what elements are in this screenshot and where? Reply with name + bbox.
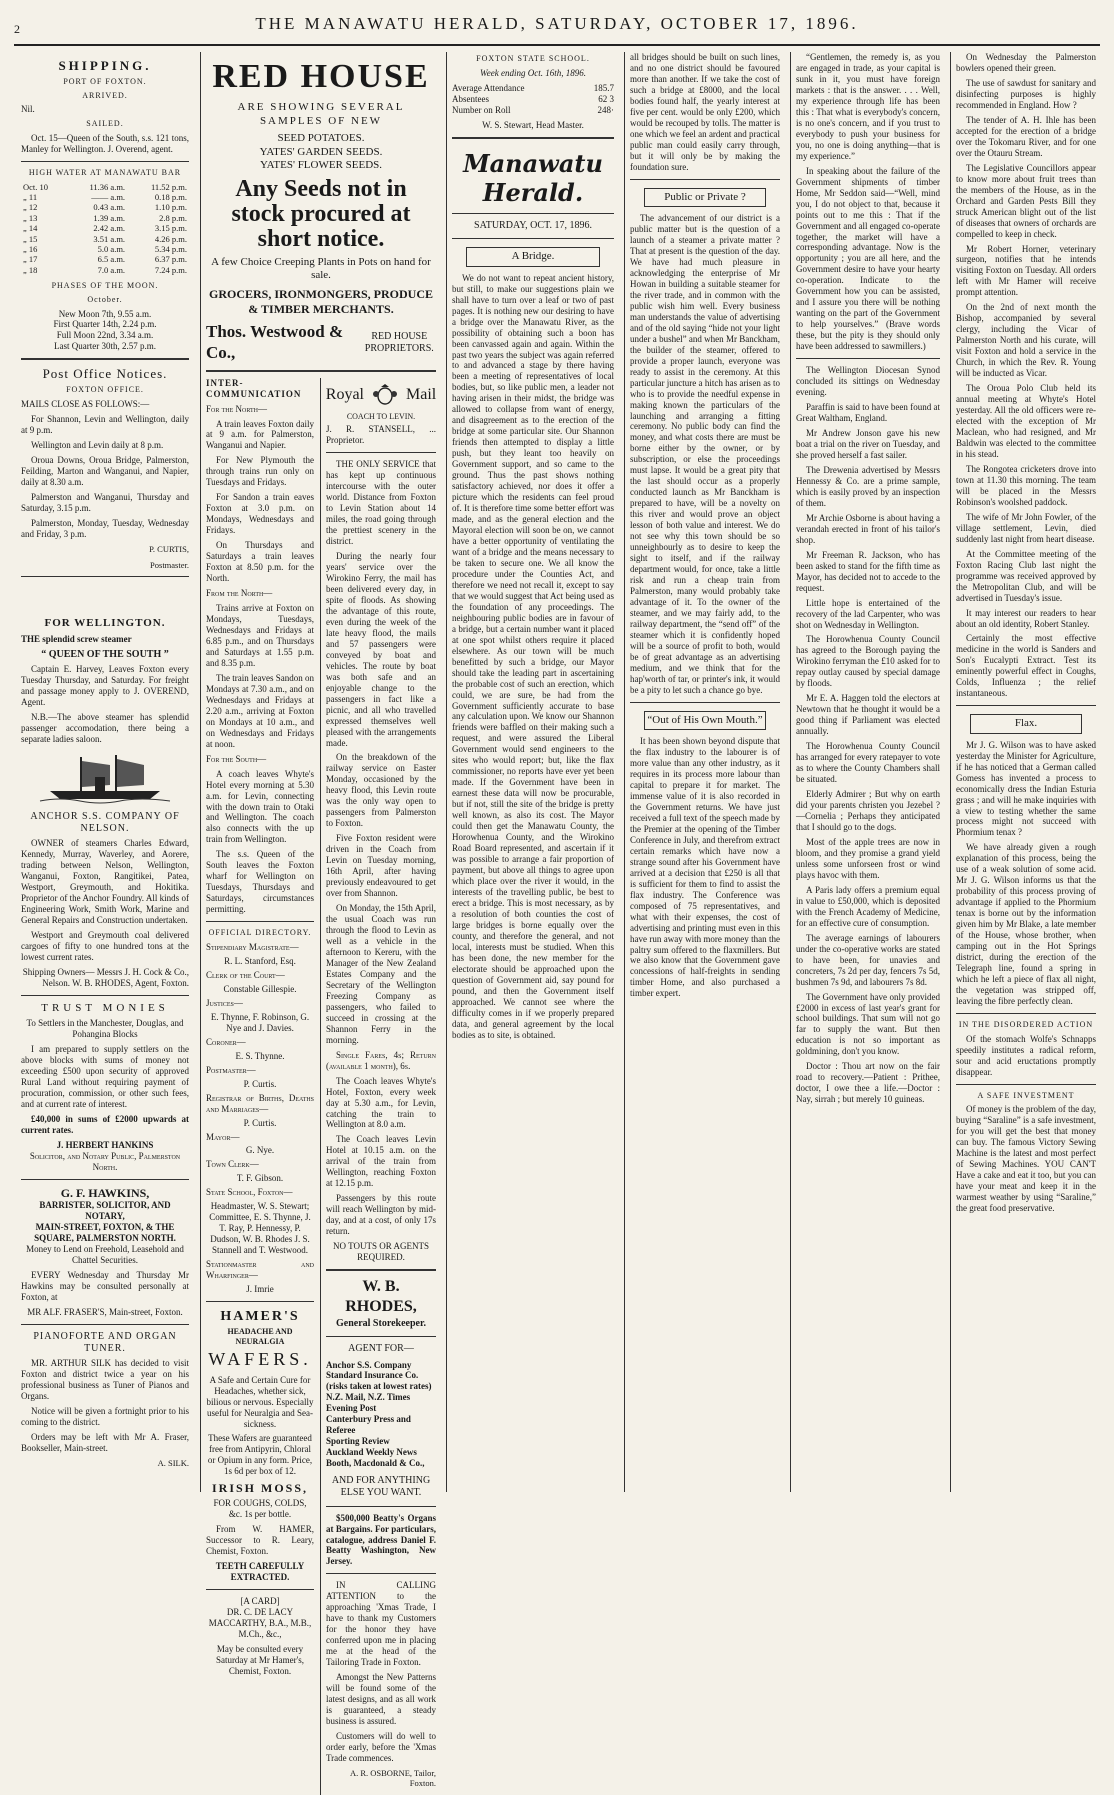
tide-row [21,254,189,264]
agencies [326,1360,436,1470]
official-role: Justices— [206,997,243,1008]
official-name: G. Nye. [245,1145,275,1156]
column-6 [950,52,1101,1492]
hawkins-title: BARRISTER, SOLICITOR, AND NOTARY, [39,1200,171,1222]
news-item: The Government have only provided £2000 in excess of last year's grant for school buildings. That sum will not go far to supply the want. But then education is not so important as goldmining, don't you know. [796,991,940,1057]
anchor-heading: ANCHOR S.S. COMPANY OF NELSON. [30,810,180,834]
private-heading: Public or Private ? [644,188,766,207]
tide-row [21,223,189,233]
irish-text: FOR COUGHS, COLDS, &c. 1s per bottle. [213,1497,307,1519]
official-name: P. Curtis. [243,1117,277,1128]
official-role: Coroner— [206,1036,246,1047]
osborne-signature: A. R. OSBORNE, Tailor, Foxton. [349,1767,436,1789]
mouth-article: It has been shown beyond dispute that the flax industry to the labourer is of more value than any other industry, as it requires in its process more labour than capital to prepare it for market. The immense value of it is also recorded in the Government returns. We have just received a full text of the speech made by the Premier at the opening of the Timber Conference in July, and therefrom extract certain remarks which have now a strange sound after his Government have arrived at a decision that £250 is all that is sufficient for them to find to assist the flax industry. The Conference was composed of 75 representatives, and what with their expenses, the cost of advertising and printing must even in this have run away with more money than the paltry sum offered to the flaxmillers. But we also know that the Government gave concessions of half-freights in sending timber Home, and also purchased a timber expert. [630,736,780,999]
red-house-lead: ARE SHOWING SEVERAL SAMPLES OF NEW [237,101,405,127]
news-item: Certainly the most effective medicine in the world is Sanders and Son's Eucalypti Extract. Test its eminently powerful effect in Coughs, Colds, Influenza ; the relief instantaneous. [956,633,1096,699]
news-item: On the 2nd of next month the Bishop, accompanied by several clergy, including the Vicar of Palmerston North and his curate, will visit Foxton and hold a service in the Church, in which the Rev. R. Young will be inducted as Vicar. [956,302,1096,379]
agency: Auckland Weekly News [326,1447,417,1458]
flax-heading: Flax. [970,714,1082,733]
news-item: The Wellington Diocesan Synod concluded its sittings on Wednesday evening. [796,365,940,398]
sailed-label: SAILED. [86,119,124,129]
mouth-heading: “Out of His Own Mouth.” [644,711,766,730]
tide-cell: 3.51 a.m. [93,233,126,244]
north-text: On Thursdays and Saturdays a train leaves Foxton at 8.50 p.m. for the North. [206,540,314,584]
news-item: The Horowhenua County Council has arranged for every ratepayer to vote as to where the County Chambers shall be situated. [796,741,940,785]
xmas-text: Customers will do well to order early, before the 'Xmas Trade commences. [326,1731,436,1763]
trust-text: £40,000 in sums of £2000 upwards at current rates. [21,1113,189,1135]
creeping-plants: A few Choice Creeping Plants in Pots on hand for sale. [211,256,431,282]
news-item: The Drewenia advertised by Messrs Hennessy & Co. are a prime sample, which is easily proved by an inspection of them. [796,464,940,508]
wellington-heading: FOR WELLINGTON. [44,617,166,630]
north-text: For Sandon a train eaves Foxton at 3.0 p.m. on Mondays, Wednesdays and Fridays. [206,492,314,536]
royal-label: Royal [325,385,364,403]
tide-cell: 2.8 p.m. [159,212,187,223]
agency: Anchor S.S. Company [326,1359,412,1370]
news-item: The average earnings of labourers under the co-operative works are stated to have been, for unavies and concreters, 7s 2d per day, fencers 7s 5d, bushmen 7s 9d, and labourers 7s 8d. [796,932,940,987]
piano-text: Orders may be left with Mr A. Fraser, Bookseller, Main-street. [21,1432,189,1454]
rhodes-title: W. B. RHODES, [345,1278,417,1315]
mail-label: Mail [406,385,437,403]
anchor-text: Westport and Greymouth coal delivered cargoes of fifty to one hundred tons at the lowest current rates. [21,929,189,962]
post-text: For Shannon, Levin and Wellington, daily at 9 p.m. [21,413,189,435]
news-item: Mr Archie Osborne is about having a verandah erected in front of his tailor's shop. [796,512,940,545]
steamer-line: THE splendid screw steamer [21,633,132,644]
arrived-text: Nil. [21,104,35,115]
hawkins-address: MAIN-STREET, FOXTON, & THE SQUARE, PALMERSTON NORTH. [34,1222,176,1244]
steamer-name: “ QUEEN OF THE SOUTH ” [41,648,169,660]
hawkins-text: MR ALF. FRASER'S, Main-street, Foxton. [27,1307,183,1318]
post-office-sub: FOXTON OFFICE. [66,385,144,395]
steamer-nb: N.B.—The above steamer has splendid passenger accomodation, there being a separate ladies saloon. [21,711,189,744]
coach-text: The Coach leaves Levin Hotel at 10.15 a.m. on the arrival of the train from Wellington, reaching Foxton at 12.15 p.m. [326,1134,436,1189]
agent-for: AGENT FOR— [348,1343,414,1355]
moon-phase: Full Moon 22nd, 3.34 a.m. [56,330,154,341]
south-text: A coach leaves Whyte's Hotel every morning at 5.30 a.m. for Levin, connecting with the down train to Otaki and Wellington. The coach also connects with the up train from Wellington. [206,768,314,845]
agency: Sporting Review [326,1436,390,1447]
tide-cell: 1.39 a.m. [93,212,126,223]
school-signature: W. S. Stewart, Head Master. [482,119,584,130]
north-text: For New Plymouth the through trains run only on Tuesdays and Fridays. [206,455,314,488]
school-row [452,94,614,105]
agency: Evening Post [326,1403,377,1414]
news-item: The Rongotea cricketers drove into town at 11.30 this morning. The team will be placed in the Messrs Robinson's woolshed paddock. [956,463,1096,507]
piano-signature: A. SILK. [157,1458,189,1469]
tide-row [21,182,189,192]
herald-date: SATURDAY, OCT. 17, 1896. [474,220,592,232]
official-heading: OFFICIAL DIRECTORY. [208,928,312,938]
post-office-heading: Post Office Notices. [42,366,168,382]
south-text: The s.s. Queen of the South leaves the Foxton wharf for Wellington on Tuesdays, Thursdays and Saturdays, circumstances permitting. [206,849,314,915]
coach-text: Five Foxton resident were driven in the Coach from Levin on Tuesday morning, 16th April, after having previously endeavoured to get over from Shannon. [326,833,436,899]
bridge-heading: A Bridge. [466,247,600,266]
safe-heading: A SAFE INVESTMENT [977,1090,1075,1100]
south-heading: For the South— [206,753,267,764]
official-role: Town Clerk— [206,1159,259,1170]
news-items [796,365,940,1105]
no-touts: NO TOUTS OR AGENTS REQUIRED. [333,1241,429,1263]
disorder-text: Of the stomach Wolfe's Schnapps speedily institutes a radical reform, sour and acid eructations promptly disappear. [956,1033,1096,1077]
hamer-sub: HEADACHE AND NEURALGIA [227,1327,293,1346]
grocers-line: GROCERS, IRONMONGERS, PRODUCE & TIMBER MERCHANTS. [208,286,433,316]
official-role: Postmaster— [206,1064,256,1075]
tide-cell: 11.52 p.m. [150,181,187,192]
news-item: The Horowhenua County Council has agreed to the Borough paying the Wirokino ferryman the £10 asked for to repay outlay caused by special damage by floods. [796,634,940,689]
school-stats [452,83,614,116]
official-name: Constable Gillespie. [223,983,297,994]
official-role: Registrar of Births, Deaths and Marriages— [206,1092,314,1114]
news-item: The wife of Mr John Fowler, of the village settlement, Levin, died suddenly last night from heart disease. [956,511,1096,544]
hankins-name: J. HERBERT HANKINS [56,1139,154,1150]
from-north-text: The train leaves Sandon on Mondays at 7.30 a.m., and on Wednesdays and Fridays at 2.20 a.m., arriving at Foxton on Mondays at 10 a.m., and on Wednesdays and Fridays at noon. [206,672,314,749]
ship-illustration [40,751,170,805]
news-item: At the Committee meeting of the Foxton Racing Club last night the programme was received approved by the Metropolitan Club, and will be advertised in Tuesday's issue. [956,548,1096,603]
news-item: Mr Freeman R. Jackson, who has been asked to stand for the fifth time as Mayor, has decided not to accede to the request. [796,549,940,593]
official-directory [206,942,314,1295]
anchor-text: OWNER of steamers Charles Edward, Kennedy, Murray, Waverley, and Aorere, trading between Nelson, Wellington, Wanganui, Foxton, Rangitikei, Patea, Westport, Greymouth, and Hokitika. Proprietor of the Anchor Foundry. All kinds of Engineering Work, Smith Work, Marine and General Repairs and Construction undertaken. [21,838,189,925]
flax-article: Mr J. G. Wilson was to have asked yesterday the Minister for Agriculture, if he has noticed that a German called Gomess has invented a process to economically dress the Indian Esturia grass ; and will he make inquiries with a view to testing whether the same process might not succeed with Phormium tenax ? [956,739,1096,838]
masthead-title: THE MANAWATU HERALD, SATURDAY, OCTOBER 17, 1896. [255,14,859,33]
tide-cell: „ 12 [23,202,38,213]
mouth-quote: “Gentlemen, the remedy is, as you are engaged in trade, as your capital is sunk in it, you must have foreign markets : that is the answer. . . . Well, my experience through life has been this : That what is everybody's concern, is no one's concern, and if you trust to everybody to push your business for you, no one is doing anything—that is my experience.” [796,52,940,161]
any-seeds: Any Seeds not in stock procured at short notice. [231,175,411,252]
tide-cell: 2.42 a.m. [93,223,126,234]
agency: Standard Insurance Co. (risks taken at lowest rates) [326,1370,432,1392]
hawkins-name: G. F. HAWKINS, [60,1185,150,1200]
news-items [956,52,1096,699]
coach-column [320,378,436,1795]
tide-cell: „ 15 [23,233,38,244]
tide-row [21,244,189,254]
organs-ad: $500,000 Beatty's Organs at Bargains. For particulars, catalogue, address Daniel F. Beatty Washington, New Jersey. [326,1512,436,1567]
tide-cell: 6.5 a.m. [97,254,126,265]
moon-phases [21,309,189,353]
official-role: State School, Foxton— [206,1187,293,1198]
tide-row [21,202,189,212]
from-north-text: Trains arrive at Foxton on Mondays, Tuesdays, Wednesdays and Fridays at 6.85 p.m., and on Thursdays and Saturdays at 1.55 p.m. and 8.35 p.m. [206,603,314,668]
north-text: A train leaves Foxton daily at 9 a.m. for Palmerston, Wanganui and Napier. [206,418,314,451]
agency: N.Z. Mail, N.Z. Times [326,1392,411,1403]
trust-sub: To Settlers in the Manchester, Douglas, and Pohangina Blocks [26,1018,184,1040]
westwood-line [206,322,436,363]
agency: Canterbury Press and Referee [326,1414,411,1436]
mouth-quote: In speaking about the failure of the Government shipments of timber Home, Mr Seddon said—“Well, mind you, I do not object to that, because it points out to me this : That if the Government and all engaged co-operate together, the market will have a corresponding advantage. Now is the opportunity ; you are all here, and the Government desire to have your hearty co-operation. Indicate to the Government how you can be assisted, and I assure you there will be nothing wanting on the part of the Government to help yourselves.” (Brave words these, but the pity is they should only have been addressed to sawmillers.) [796,165,940,352]
official-name: R. L. Stanford, Esq. [224,955,296,966]
seed-lines [206,132,436,172]
masthead [14,14,1100,46]
anchor-agent: Shipping Owners— Messrs J. H. Cock & Co., Nelson. W. B. RHODES, Agent, Foxton. [22,966,189,988]
news-item: It may interest our readers to hear about an old identity, Robert Stanley. [956,607,1096,629]
coach-text: During the nearly four years' service over the Wirokino Ferry, the mail has been delivered every day, in spite of floods. As showing the advantage of this route, even during the week of the late heavy flood, the mails and 57 passengers were conveyed by boat and vehicles. The route by boat was both safe and an enjoyable change to the passengers in fact like a picnic, and all who travelled expressed themselves well pleased with the arrangements made. [326,551,436,748]
coach-fares: Single Fares, 4s; Return (available 1 month), 6s. [326,1049,436,1071]
phases-month: October. [87,294,123,304]
north-heading: For the North— [206,403,267,414]
tide-row [21,192,189,202]
piano-text: MR. ARTHUR SILK has decided to visit Foxton and district twice a year on his professional business as Tuner of Pianos and Organs. [21,1358,189,1402]
sailed-text: Oct. 15—Queen of the South, s.s. 121 tons, Manley for Wellington. J. Overend, agent. [21,133,189,155]
official-name: E. Thynne, F. Robinson, G. Nye and J. Davies. [210,1011,310,1033]
anything-else: AND FOR ANYTHING ELSE YOU WANT. [331,1475,431,1499]
coach-text: On Monday, the 15th April, the usual Coach was run through the flood to Levin as well as a vehicle in the afternoon to Kereru, with the Manager of the New Zealand Estates Company and the Secretary of the Wellington Freezing Company as passengers, who failed to succeed in crossing at the Shannon Ferry in the morning. [326,903,436,1045]
tide-cell: —— a.m. [91,192,126,203]
news-item: Paraffin is said to have been found at Great Waltham, England. [796,402,940,424]
royal-mail-crest [326,384,436,406]
tide-cell: 6.37 p.m. [154,254,187,265]
post-text: Palmerston and Wanganui, Thursday and Saturday, 3.15 p.m. [21,491,189,513]
news-item: On Wednesday the Palmerston bowlers opened their green. [956,52,1096,73]
post-text: Palmerston, Monday, Tuesday, Wednesday and Friday, 3 p.m. [21,517,189,539]
westwood-name: Thos. Westwood & Co., [206,322,344,362]
hamer-heading: HAMER'S [220,1309,300,1325]
column-3 [446,52,619,1492]
tide-cell: „ 11 [23,192,38,203]
post-text: Wellington and Levin daily at 8 p.m. [31,439,164,450]
dentist-text: May be consulted every Saturday at Mr Hamer's, Chemist, Foxton. [215,1643,305,1676]
official-role: Stationmaster and Wharfinger— [206,1259,314,1281]
post-text: MAILS CLOSE AS FOLLOWS:— [21,398,150,409]
westwood-proprietors: RED HOUSE PROPRIETORS. [364,330,434,354]
herald-title: Manawatu Herald. [463,148,603,207]
trust-heading: TRUST MONIES [41,1001,169,1014]
column-4 [624,52,785,1492]
seed-line: YATES' GARDEN SEEDS. [259,145,383,158]
disorder-heading: IN THE DISORDERED ACTION [958,1019,1094,1029]
school-row-label: Absentees [452,93,489,104]
school-row [452,105,614,116]
tide-row [21,265,189,275]
card-label: [A CARD] [240,1595,280,1606]
bridge-article-cont: all bridges should be built on such lines, and no one district should be favoured more than another. If we take the cost of such a bridge at £8000, and the local bodies found half, the yearly interest at five per cent. would be only £200, which would be recouped by tolls. The matter is one which we feel an ardent and practical public man could easily carry through, but it will only be by making the foundation sure. [630,52,780,172]
coach-text: Passengers by this route will reach Wellington by mid-day, and at a cost, of only 17s return. [326,1193,436,1237]
tide-cell: 5.34 p.m. [154,243,187,254]
school-row-value: 185.7 [593,82,614,93]
moon-phase: First Quarter 14th, 2.24 p.m. [53,319,157,330]
news-item: Most of the apple trees are now in bloom, and they promise a grand yield unless some unforseen frost or wind plays havoc with them. [796,836,940,880]
official-role: Stipendiary Magistrate— [206,941,299,952]
hawkins-text: EVERY Wednesday and Thursday Mr Hawkins may be consulted personally at Foxton, at [21,1270,189,1303]
news-item: A Paris lady offers a premium equal in value to £50,000, which is deposited with the French Academy of Medicine, for an effective cure of consumption. [796,884,940,928]
hamer-text: These Wafers are guaranteed free from Antipyrin, Chloral or Opium in any form. Price, 1s 6d per box of 12. [207,1433,313,1477]
piano-heading: PIANOFORTE AND ORGAN TUNER. [33,1330,177,1355]
shipping-heading: SHIPPING. [58,58,152,73]
teeth-heading: TEETH CAREFULLY EXTRACTED. [215,1560,305,1582]
tide-cell: 3.15 p.m. [154,223,187,234]
ship-icon [40,751,170,805]
tide-cell: „ 16 [23,243,38,254]
coach-proprietor: J. R. STANSELL, ... Proprietor. [326,424,436,446]
safe-text: Of money is the problem of the day, buying “Saraline” is a safe investment, for you will get the best that money can buy. The famous Victory Sewing Machine is the latest and most perfect of Sewing Machines. YOU CAN'T Have a cake and eat it too, but you can have your meat and keep it in the warmest weather by using “Saraline,” the great food preservative. [956,1104,1096,1214]
hamer-text: A Safe and Certain Cure for Headaches, whether sick, bilious or nervous. Especially useful for Neuralgia and Sea-sickness. [206,1374,314,1429]
tide-cell: Oct. 10 [23,181,49,192]
news-item: The tender of A. H. Ihle has been accepted for the erection of a bridge over the Tokomaru River, and for one over the Otauru Stream. [956,114,1096,158]
intercom-heading: INTER-COMMUNICATION [206,377,302,399]
news-item: The Legislative Councillors appear to know more about fruit trees than the members of the House, as in the Orchard and Garden Pests Bill they struck American blight out of the list of diseases that owners of orchards are compelled to keep in check. [956,162,1096,239]
port-heading: PORT OF FOXTON. [63,76,147,86]
news-item: Mr Robert Horner, veterinary surgeon, notifies that he intends visiting Foxton on Tuesday. All orders left with Mr Hamer will receive prompt attention. [956,243,1096,298]
official-role: Mayor— [206,1131,240,1142]
hankins-title: Solicitor, and Notary Public, Palmerston North. [29,1150,181,1172]
tide-cell: „ 17 [23,254,38,265]
official-name: T. F. Gibson. [236,1173,284,1184]
moon-phase: New Moon 7th, 9.55 a.m. [58,308,152,319]
tide-cell: 5.0 a.m. [97,243,126,254]
tide-cell: „ 18 [23,264,38,275]
column-1 [16,52,194,1492]
private-article: The advancement of our district is a public matter but is the question of a launch of a steamer a private matter ? That at present is the question of the day. We have had much pleasure in acknowledging the enterprise of Mr Howan in building a suitable steamer for the river trade, and in common with the public wish him well. Every business man understands the value of advertising and of the old saying “hide not your light under a bushel” and when Mr Banckham, the builder of the steamer, offered to provide a proper launch, everyone was ready to assist in the ceremony. At this particular juncture a hitch has arisen as to who is to provide the needful expense in making known the particulars of the launching and arranging a fitting ceremony. No public body can find the money, and what costs there are must be borne either by the owner, or by subscription, or else the proceedings must lapse. It would be a great pity that the last should occur as a properly conducted launch as Mr Banckham is prepared to have, will be a novelty on this river and would prove an object lesson of both value and interest. We do not see why this town should be so unneighbourly as to desire to keep the sight to itself, and if the railway department would, for once, take a little risk and run a cheap train from Palmerston, many would probably take advantage of it. To the owner of the steamer, and we may fairly add, to the railway department, the “send off” of the steamer which it is confidently hoped will be a source of profit to both, would be of great advantage as an advertising medium, and we think that for the hap'worth of tar, or printer's ink, it would be a pity to let such a chance go bye. [630,213,780,695]
news-item: Mr E. A. Haggen told the electors at Newtown that he thought it would be a good thing if Parliament was elected annually. [796,693,940,737]
coach-text: The Coach leaves Whyte's Hotel, Foxton, every week day at 5.30 a.m., for Levin, catching the train to Wellington at 8.0 a.m. [326,1075,436,1130]
wafers-title: WAFERS. [208,1348,312,1369]
hamer-from: From W. HAMER, Successor to R. Leary, Chemist, Foxton. [206,1523,314,1556]
coach-to-levin: COACH TO LEVIN. [346,411,416,421]
irish-moss: IRISH MOSS, [211,1481,309,1496]
post-signature: P. CURTIS, [149,543,189,554]
xmas-text: IN CALLING ATTENTION to the approaching 'Xmas Trade, I have to thank my Customers for the honor they have conferred upon me in placing me at the head of the Tailoring Trade in Foxton. [326,1580,436,1668]
from-north-heading: From the North— [206,588,273,599]
tide-cell: 7.0 a.m. [97,264,126,275]
news-item: Doctor : Thou art now on the fair road to recovery.—Patient : Prithee, doctor, I owe thee a life.—Doctor : Nay, sirrah ; but merely 10 guineas. [796,1061,940,1105]
hawkins-text: Money to Lend on Freehold, Leasehold and Chattel Securities. [26,1244,184,1266]
news-item: The Oroua Polo Club held its annual meeting at Whyte's Hotel yesterday. All the old officers were re-elected with the exception of Mr Maclean, who had resigned, and Mr Baldwin was elected to the committee in his stead. [956,383,1096,459]
storekeeper: General Storekeeper. [336,1318,426,1330]
column-2 [200,52,441,1789]
tide-cell: 7.24 p.m. [154,264,187,275]
tide-table [21,182,189,275]
phases-heading: PHASES OF THE MOON. [51,281,159,290]
coach-text: On the breakdown of the railway service on Easter Monday, occasioned by the heavy flood, this Levin route was the only way open to passengers from Palmerston to Foxton. [326,752,436,829]
dentist-name: DR. C. DE LACY MACCARTHY, B.A., M.B., M.Ch., &c., [208,1606,312,1639]
school-week: Week ending Oct. 16th, 1896. [480,67,586,78]
school-row [452,83,614,94]
tide-cell: 1.10 p.m. [154,202,187,213]
flax-article: We have already given a rough explanation of this process, being the use of a weak solution of some acid. Mr J. G. Wilson informs us that the probability of this process proving of advantage if applied to the Phormium tenax is borne out by the information given him by Mr Blake, a late member of the House, whose brother, when camping out in the Hot Springs district, during the erection of the Telegraph line, found a spring in which he left a piece of flax all night, the vegetation was stripped off, leaving the fibre perfectly clean. [956,842,1096,1006]
steamer-text: Captain E. Harvey, Leaves Foxton every Tuesday Thursday, and Saturday. For freight and passage money apply to J. OVEREND, Agent. [21,663,189,707]
post-signature-title: Postmaster. [150,560,189,570]
tide-cell: „ 14 [23,223,38,234]
tide-row [21,234,189,244]
red-house-title: RED HOUSE [212,58,430,95]
school-row-label: Average Attendance [452,82,525,93]
tide-cell: 11.36 a.m. [89,181,126,192]
moon-phase: Last Quarter 30th, 2.57 p.m. [54,341,156,352]
school-heading: FOXTON STATE SCHOOL. [476,54,590,63]
piano-text: Notice will be given a fortnight prior to his coming to the district. [21,1406,189,1428]
trust-text: I am prepared to supply settlers on the above blocks with sums of money not exceeding £500 upon security of approved Rural Land without requiring payment of procuration, commission, or other such fees, and at current rate of interest. [21,1044,189,1109]
news-item: The use of sawdust for sanitary and disinfecting purposes is highly recommended in England. How ? [956,77,1096,110]
bridge-article: We do not want to repeat ancient history, but still, to make our suggestions plain we shall have to turn over a leaf or two of past pages. It is nothing new our desiring to have a bridge over the Manawatu River, as the possibility of obtaining such a boon has been canvassed again and again. Within the past two years the subject was again referred to and advanced a stage by there having been a meeting of representatives of local bodies, but, so like public men, a leader not having arisen in their midst, the bridge was allowed to collapse from want of energy, and disagreement as to the erection of the bridge at some particular site. Our Shannon friends then attempted to display a little push, but they leant too heavily on Government support, and so came to the ground. Thus the past shows nothing satisfactory achieved, nor does it offer a picture which the residents can feel proud of. It is therefore time some better effort was made, and as the general election and the Mayoral election will soon be on, we cannot have a better opportunity of ventilating the want of a bridge and the means necessary to be taken to secure one. We all know the procedure under the Counties Act, and therefore we need not recall it, except to say that we would suggest that Act being used as the foundation of any proceedings. The neighbouring public bodies are in favour of a bridge, but a certain number want it placed at one spot whilst others require it placed elsewhere. As our town will be much benefitted by such a bridge, our Mayor should take the leading part in ascertaining the probable cost of such an erection, which could, we are sure, be had from the Government sufficiently accurate to base any calculation upon. We know our Shannon friends were baffled on their making such a request, and were assured the Liberal Government would send engineers to the sites who would report; but, like the flax commissioner, no reports have ever yet been made. If the Government have been in earnest these data will now be procurable, but if not, still the site of the bridge is pretty well known, as also its cost. The Mayor could then get the Manawatu County, the Horowhenua County, and the Wirokino Road Board represented, and ascertain if it was possible to arrange a fair proportion of payment, but above all things to agree upon which place over the river it would, in the interests of the travelling public, be best to erect a bridge. This is most necessary, as by a resolution of both counties the cost of large bridges is borne equally over the county, and therefore the general, and not local, interests must be studied. When this has been done, the new member for the electorate should be approached upon the question of Government aid, say pound for pound, and then the Government itself approached. We cannot see where the difficulty comes in if we properly prepared data, and general agreement by the local bodies as to site, is obtained. [452,272,614,1040]
news-item: Little hope is entertained of the recovery of the lad Carpenter, who was shot on Wednesday in Wellington. [796,597,940,630]
news-item: Mr Andrew Jonson gave his new boat a trial on the river on Tuesday, and she proved herself a fast sailer. [796,428,940,460]
tide-cell: 0.43 a.m. [93,202,126,213]
coat-of-arms-icon [372,384,398,406]
school-row-value: 62 3 [598,93,614,104]
official-name: P. Curtis. [243,1078,277,1089]
official-name: J. Imrie [246,1284,274,1295]
page-number: 2 [14,22,20,36]
tide-cell: „ 13 [23,212,38,223]
column-5 [790,52,945,1492]
school-row-value: 248· [597,104,614,115]
official-name: E. S. Thynne. [235,1050,285,1061]
tide-cell: 4.26 p.m. [154,233,187,244]
seed-line: YATES' FLOWER SEEDS. [259,159,383,172]
intercom-column [206,378,314,1795]
arrived-label: ARRIVED. [82,90,128,100]
tide-cell: 0.18 p.m. [154,192,187,203]
xmas-text: Amongst the New Patterns will be found some of the latest designs, and as all work is guaranteed, a steady business is assured. [326,1672,436,1727]
seed-line: SEED POTATOES. [277,132,365,145]
tide-row [21,213,189,223]
coach-text: THE ONLY SERVICE that has kept up continuous intercourse with the outer world. Distance from Foxton to Levin Station about 14 miles, the road going through the prettiest scenery in the district. [326,459,436,547]
post-text: Oroua Downs, Oroua Bridge, Palmerston, Feilding, Marton and Wanganui, and Napier, daily at 8.30 a.m. [21,454,189,487]
agency: Booth, Macdonald & Co., [326,1458,425,1469]
official-name: Headmaster, W. S. Stewart; Committee, E. S. Thynne, J. T. Ray, P. Hennessy, P. Dudson, W. B. Rhodes J. S. Stannell and T. Westwood. [209,1201,311,1256]
school-row-label: Number on Roll [452,104,511,115]
news-item: Elderly Admirer ; But why on earth did your parents christen you Jezebel ?—Cornelia ; Perhaps they anticipated that I should go to the dogs. [796,789,940,832]
tide-heading: HIGH WATER AT MANAWATU BAR [28,168,182,178]
official-role: Clerk of the Court— [206,969,285,980]
